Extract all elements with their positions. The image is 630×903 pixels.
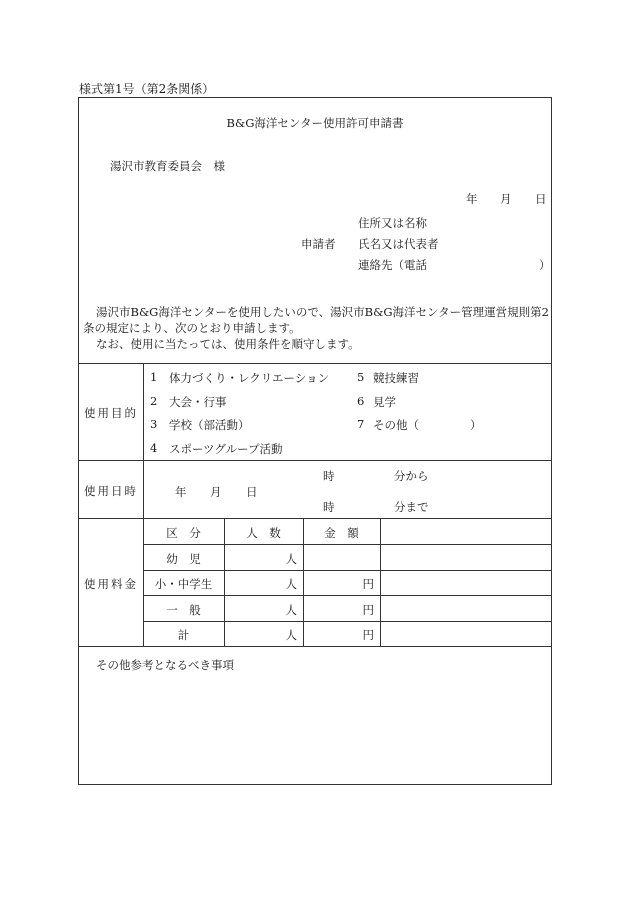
statement-line-3: なお、使用に当たっては、使用条件を順守します。 — [96, 337, 360, 351]
purpose-option-3-num: 3 — [150, 417, 158, 431]
fees-row-3-category: 一 般 — [166, 603, 201, 617]
fees-header-people: 人 数 — [246, 526, 281, 540]
fees-row-2-category: 小・中学生 — [154, 577, 213, 591]
fees-row-1-category: 幼 児 — [166, 552, 201, 566]
datetime-end-hour-label: 時 — [323, 500, 335, 514]
notes-label: その他参考となるべき事項 — [96, 658, 234, 672]
divider-notes-top — [78, 646, 552, 647]
divider-fees-row-1 — [143, 544, 552, 545]
fees-row-2-amount-unit: 円 — [362, 577, 374, 591]
fees-row-total-category: 計 — [177, 628, 190, 642]
datetime-start-minute-label: 分から — [394, 469, 429, 483]
fees-row-1-people-unit: 人 — [285, 552, 297, 566]
statement-line-1: 湯沢市B&G海洋センターを使用したいので、湯沢市B&G海洋センター管理運営規則第2 — [96, 305, 549, 319]
purpose-option-1-num: 1 — [150, 370, 158, 384]
applicant-address-label: 住所又は名称 — [358, 216, 427, 230]
date-year-label: 年 — [466, 192, 478, 206]
addressee: 湯沢市教育委員会 様 — [110, 159, 225, 173]
datetime-year-label: 年 — [175, 485, 187, 499]
purpose-option-5-num: 5 — [357, 370, 365, 384]
purpose-option-6-num: 6 — [357, 394, 365, 408]
applicant-contact-label: 連絡先（電話 — [358, 258, 427, 272]
fees-row-total-people-unit: 人 — [285, 628, 297, 642]
divider-datetime-top — [78, 460, 552, 461]
fees-header-category: 区 分 — [166, 526, 201, 540]
fees-header-amount: 金 額 — [324, 526, 359, 540]
fees-row-total-amount-unit: 円 — [362, 628, 374, 642]
datetime-end-minute-label: 分まで — [394, 500, 429, 514]
purpose-option-1: 体力づくり・レクリエーション — [169, 371, 330, 385]
divider-fees-row-3 — [143, 595, 552, 596]
divider-fees-row-2 — [143, 570, 552, 571]
divider-fees-row-4 — [143, 621, 552, 622]
purpose-option-4-num: 4 — [150, 441, 158, 455]
fees-row-2-people-unit: 人 — [285, 577, 297, 591]
form-title: B&G海洋センター使用許可申請書 — [226, 116, 404, 130]
purpose-option-4: スポーツグループ活動 — [169, 442, 283, 456]
date-month-label: 月 — [500, 192, 512, 206]
divider-fees-col-3 — [380, 518, 381, 646]
datetime-start-hour-label: 時 — [323, 469, 335, 483]
fees-label: 使用料金 — [84, 577, 138, 591]
fees-row-3-people-unit: 人 — [285, 603, 297, 617]
date-day-label: 日 — [535, 192, 547, 206]
applicant-label: 申請者 — [301, 237, 336, 251]
purpose-option-2: 大会・行事 — [169, 395, 227, 409]
purpose-other-close: ） — [470, 418, 482, 432]
purpose-option-5: 競技練習 — [373, 371, 419, 385]
fees-row-3-amount-unit: 円 — [362, 603, 374, 617]
datetime-day-label: 日 — [246, 485, 258, 499]
purpose-option-6: 見学 — [373, 395, 396, 409]
purpose-option-7-num: 7 — [357, 417, 365, 431]
purpose-option-7: その他（ — [373, 418, 419, 432]
divider-fees-top — [78, 518, 552, 519]
statement-line-2: 条の規定により、次のとおり申請します。 — [83, 321, 301, 335]
purpose-option-2-num: 2 — [150, 394, 158, 408]
purpose-option-3: 学校（部活動） — [169, 418, 250, 432]
datetime-month-label: 月 — [210, 485, 222, 499]
datetime-label: 使用日時 — [84, 484, 138, 498]
divider-purpose-top — [78, 363, 552, 364]
purpose-label: 使用目的 — [84, 406, 138, 420]
form-number: 様式第1号（第2条関係） — [79, 82, 215, 96]
applicant-contact-close: ） — [539, 258, 551, 272]
applicant-name-label: 氏名又は代表者 — [358, 237, 439, 251]
